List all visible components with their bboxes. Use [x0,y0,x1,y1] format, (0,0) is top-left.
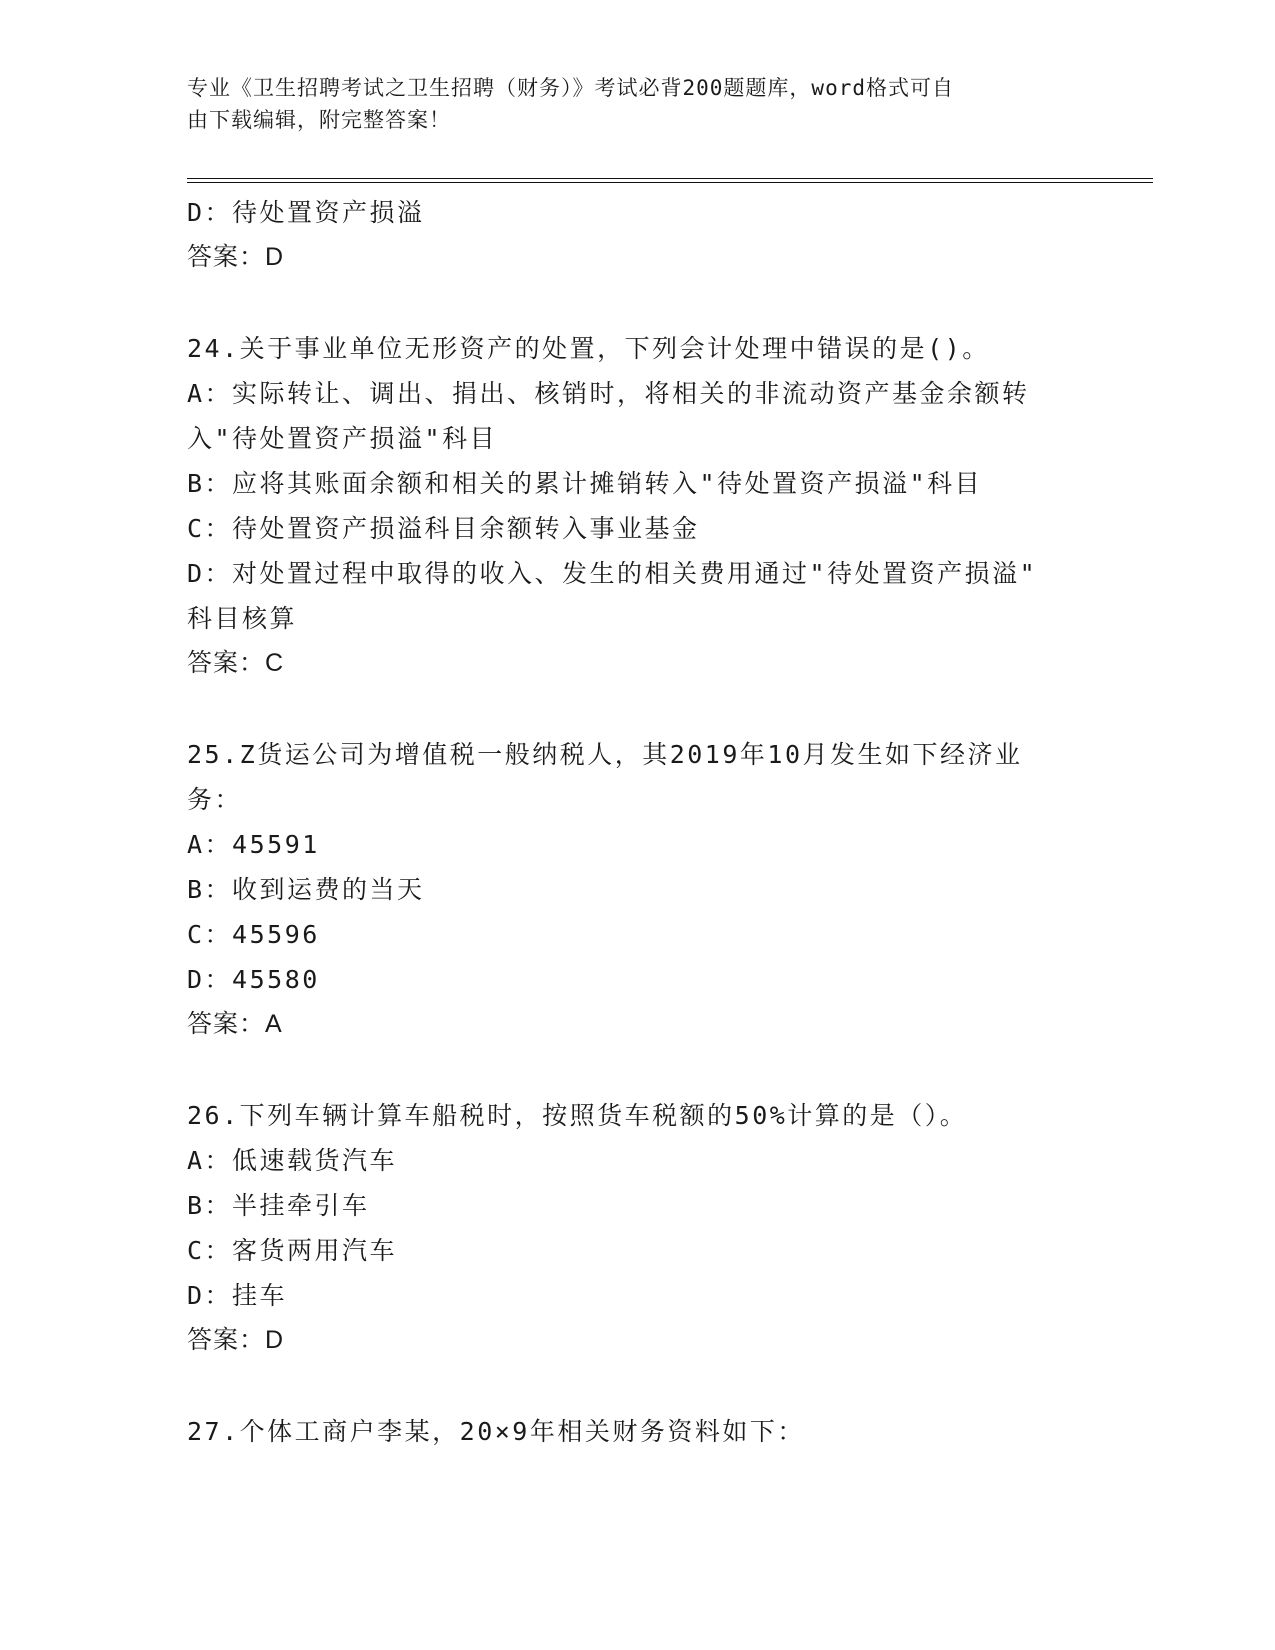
option-a: A：低速载货汽车 [187,1146,398,1175]
option-d: D：挂车 [187,1281,288,1310]
answer-line: 答案：C [187,649,285,677]
answer-line: 答案：D [187,1326,285,1354]
question-stem: 26.下列车辆计算车船税时，按照货车税额的50%计算的是（）。 [187,1101,968,1130]
header-divider-top [187,178,1153,179]
document-header [187,72,1087,136]
option-c: C：45596 [187,920,320,949]
answer-line: 答案：D [187,243,285,271]
question-stem: 27.个体工商户李某，20×9年相关财务资料如下： [187,1417,805,1446]
option-b: B：应将其账面余额和相关的累计摊销转入"待处置资产损溢"科目 [187,469,983,498]
question-stem-continued: 务： [187,785,243,814]
question-block-27 [187,1409,1087,1454]
question-block-26 [187,1093,1087,1363]
option-d: D：45580 [187,965,320,994]
header-line-2: 由下载编辑，附完整答案！ [187,108,451,132]
header-line-1: 专业《卫生招聘考试之卫生招聘（财务）》考试必背200题题库，word格式可自 [187,76,954,100]
question-stem: 25.Z货运公司为增值税一般纳税人，其2019年10月发生如下经济业 [187,740,1023,769]
header-divider-bottom [187,182,1153,183]
option-c: C：待处置资产损溢科目余额转入事业基金 [187,514,700,543]
question-block-25 [187,732,1087,1047]
option-c: C：客货两用汽车 [187,1236,398,1265]
answer-line: 答案：A [187,1010,283,1038]
option-a: A：45591 [187,830,320,859]
option-b: B：收到运费的当天 [187,875,425,904]
option-b: B：半挂牵引车 [187,1191,370,1220]
question-block-24 [187,326,1087,686]
option-a-continued: 入"待处置资产损溢"科目 [187,424,498,453]
question-stem: 24.关于事业单位无形资产的处置，下列会计处理中错误的是()。 [187,334,990,363]
question-block-23 [187,190,1087,280]
option-a: A：实际转让、调出、捐出、核销时，将相关的非流动资产基金余额转 [187,379,1030,408]
option-d: D：待处置资产损溢 [187,198,425,227]
option-d-continued: 科目核算 [187,604,298,633]
option-d: D：对处置过程中取得的收入、发生的相关费用通过"待处置资产损溢" [187,559,1038,588]
question-list [187,190,1087,1454]
